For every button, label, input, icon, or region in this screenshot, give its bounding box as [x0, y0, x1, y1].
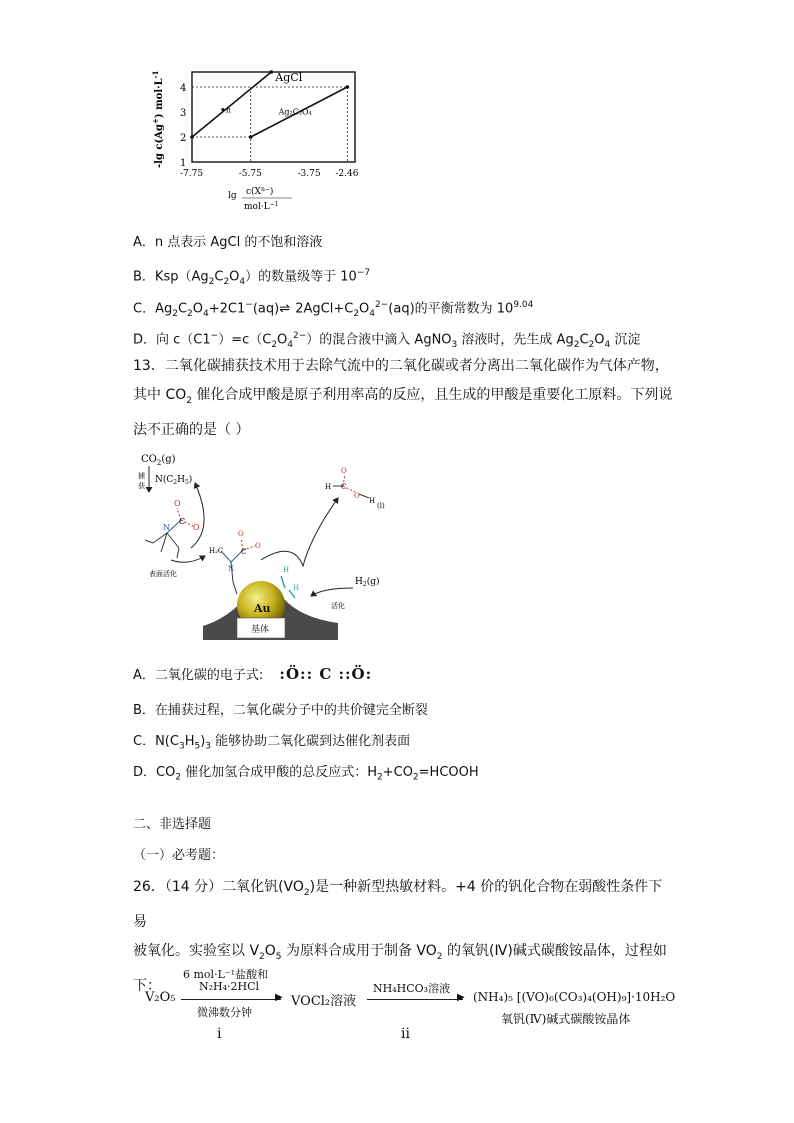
- section-subtitle: （一）必考题：: [133, 848, 225, 863]
- reaction-scheme: [145, 962, 705, 1052]
- arrow-step-2: [367, 999, 463, 1000]
- formic-acid: [333, 474, 369, 498]
- reagent-top-1: 6 mol·L⁻¹盐酸和: [183, 968, 269, 981]
- reagent-top-3: NH₄HCO₃溶液: [373, 982, 451, 995]
- series-start-point-0: [190, 135, 194, 139]
- series-label-agcl: AgCl: [275, 71, 303, 84]
- arrowhead-1: ▶: [275, 992, 283, 1003]
- x-tick-2: -3.75: [297, 169, 321, 179]
- n-atom-1: N: [163, 523, 170, 532]
- v2o5-reactant: V₂O₅: [145, 990, 176, 1005]
- solubility-chart: [140, 60, 380, 220]
- capture-word-hidden: 捕获: [133, 448, 135, 449]
- o-atom-1b: O: [193, 523, 200, 532]
- h-atom-fa1: H: [325, 483, 332, 491]
- arrowhead-2: ▶: [457, 992, 465, 1003]
- point-n: [221, 108, 224, 111]
- c-atom-2: C: [241, 548, 247, 556]
- o-atom-2a: O: [238, 530, 244, 538]
- capture-label-1: 捕: [138, 472, 145, 480]
- x-axis-label-lg: lg: [228, 191, 237, 201]
- co2-electron-formula: :Ö:: C ::Ö:: [279, 665, 373, 683]
- series-start-point-1: [249, 135, 253, 139]
- condition-bottom-1: 微沸数分钟: [197, 1006, 252, 1019]
- product-formula: (NH₄)₅ [(VO)₆(CO₃)₄(OH)₉]·10H₂O: [473, 990, 676, 1004]
- y-tick-2: 2: [180, 133, 187, 144]
- activation-arrow: [311, 588, 353, 596]
- x-tick-0: -7.75: [180, 169, 204, 179]
- au-label: Au: [254, 602, 271, 615]
- y-tick-3: 3: [180, 108, 187, 119]
- surface-arrow: [171, 556, 205, 562]
- o-atom-1a: O: [174, 499, 181, 508]
- product-name: 氧钒(Ⅳ)碱式碳酸铵晶体: [501, 1012, 631, 1026]
- series-end-point-1: [346, 85, 350, 89]
- o-atom-2b: O: [255, 542, 261, 550]
- q12-option-b: B．$Ksp(Ag_2C_2O_4)$的数量级等于 $10^{-7}$: [133, 268, 371, 287]
- reagent-top-2: N₂H₄·2HCl: [199, 980, 260, 993]
- amine-label: $N(C_2H_5)$: [155, 475, 193, 486]
- step-i-label: i: [217, 1026, 222, 1042]
- h2c-label: H₂C: [209, 547, 224, 555]
- substrate-label: 基体: [251, 625, 270, 635]
- h-atom-b: H: [293, 584, 300, 592]
- q13-option-b: B．在捕获过程，二氧化碳分子中的共价键完全断裂: [133, 703, 428, 718]
- o-atom-fa1: O: [341, 467, 347, 475]
- h-atom-a: H: [283, 566, 290, 574]
- captured-complex: [145, 508, 193, 558]
- activation-label: 活化: [331, 602, 345, 610]
- h-atom-fa2: H: [369, 497, 376, 505]
- q13-option-a: A．二氧化碳的电子式: :Ö:: C ::Ö:: [133, 665, 373, 683]
- co2-label: $CO_2(g)$: [141, 454, 176, 467]
- c-atom-1: C: [179, 517, 186, 526]
- section-title: 二、非选择题: [133, 817, 212, 832]
- q13-option-c: C．$N(C_3H_5)_3$ 能够协助二氧化碳到达催化剂表面: [133, 734, 411, 752]
- n-atom-2: N: [228, 565, 235, 573]
- y-tick-4: 4: [180, 83, 187, 94]
- liquid-label: (l): [377, 502, 385, 510]
- co2-capture-diagram: [133, 448, 393, 648]
- c-atom-fa: C: [341, 483, 347, 491]
- vocl2-intermediate: VOCl₂溶液: [291, 994, 357, 1009]
- q12-option-c: C．$Ag_2C_2O_4+2C1^-(aq)\rightleftharpoons$ $2AgCl+C_2O_4^{2-}(aq)$的平衡常数为 $10^{9.04}$: [133, 300, 534, 319]
- y-axis-label: -lg c(Ag+) $mol\cdot L^{-1}$: [151, 70, 165, 168]
- series-line-0: [192, 72, 271, 137]
- x-tick-3: -2.46: [335, 169, 359, 179]
- arrow-step-1: [181, 999, 281, 1000]
- q26-stem: 26．（14 分）二氧化钒$(VO_2)$是一种新型热敏材料。+4 价的钒化合物在弱酸性条件下易 被氧化。实验室以 $V_2O_5$ 为原料合成用于制备 $VO_2$ 的氧钒(Ⅳ)碱式碳酸铵晶体，过程如 下：: [133, 879, 667, 994]
- x-tick-1: -5.75: [238, 169, 262, 179]
- o-atom-fa2: O: [354, 492, 360, 500]
- series-label-ag2c2o4: Ag₂C₂O₄: [278, 107, 312, 117]
- y-tick-1: 1: [180, 158, 187, 169]
- step-ii-label: ii: [401, 1026, 410, 1042]
- product-arrow: [261, 498, 338, 566]
- capture-label-2: 获: [138, 482, 145, 490]
- h2-label: $H_2(g)$: [355, 577, 380, 588]
- q12-option-d: D．向 $c(C1^-)=c(C_2O_4^{2-})$的混合液中滴入 AgNO$_3$ 溶液时，先生成 $Ag_2C_2O_4$ 沉淀: [133, 331, 641, 350]
- series-end-point-0: [269, 70, 273, 74]
- x-axis-label-num: $c(X^{n-})$: [246, 186, 274, 197]
- x-axis-label-den: $mol\cdot L^{-1}$: [244, 201, 279, 212]
- curve-arrow-up: [191, 483, 204, 548]
- q12-option-a: A．n 点表示 AgCl 的不饱和溶液: [133, 235, 323, 250]
- q13-option-d: D．$CO_2$ 催化加氢合成甲酸的总反应式：$H_2+CO_2=HCOOH$: [133, 765, 479, 783]
- surface-activation-label: 表面活化: [149, 570, 177, 578]
- q13-stem: 13．二氧化碳捕获技术用于去除气流中的二氧化碳或者分离出二氧化碳作为气体产物， 其中 $CO_2$ 催化合成甲酸是原子利用率高的反应，且生成的甲酸是重要化工原料。下列说 法不正确的是（ ）: [133, 358, 673, 438]
- point-n-label: n: [225, 105, 231, 115]
